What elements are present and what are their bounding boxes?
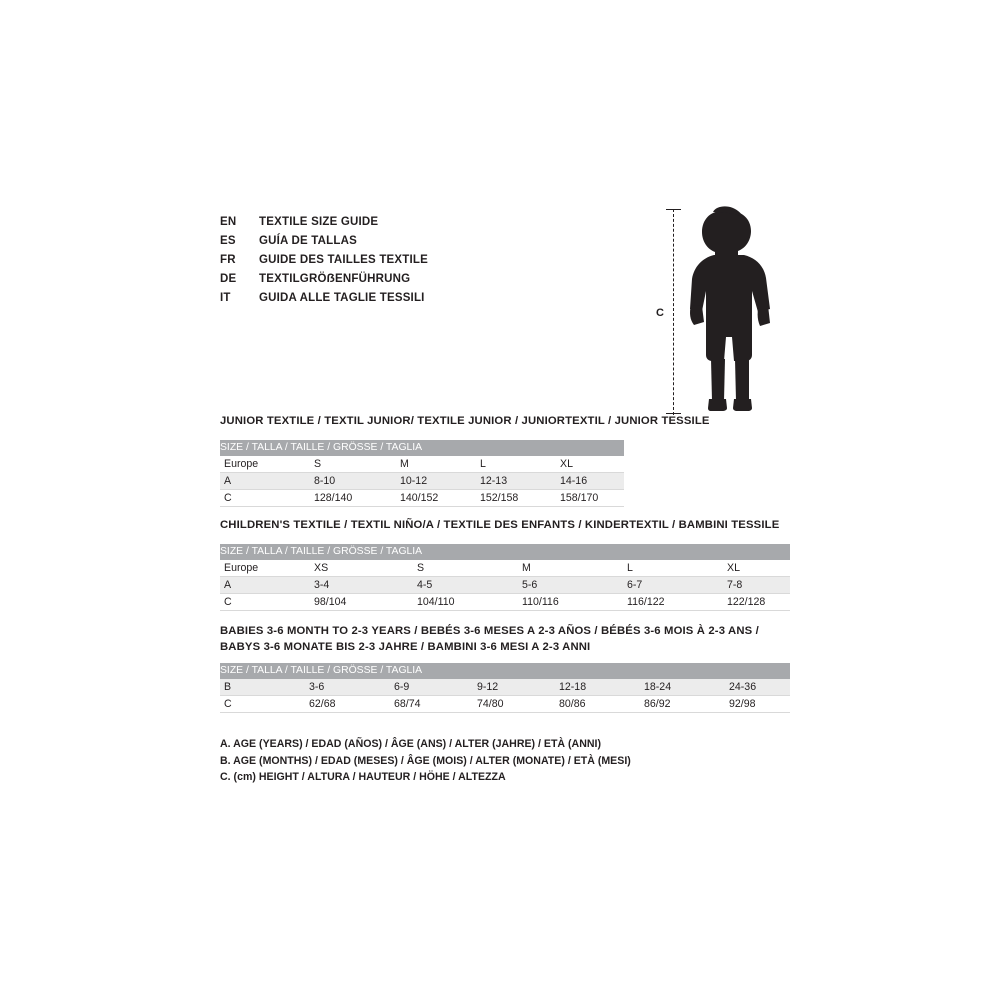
table-row bbox=[220, 473, 624, 490]
language-code: FR bbox=[220, 254, 236, 266]
cell: 12-18 bbox=[559, 679, 644, 696]
cell: 62/68 bbox=[309, 696, 394, 713]
col-header: S bbox=[417, 560, 522, 577]
cell: 4-5 bbox=[417, 577, 522, 594]
measure-dashed-line bbox=[673, 209, 674, 415]
language-title: GUIDE DES TAILLES TEXTILE bbox=[259, 254, 428, 266]
cell: 68/74 bbox=[394, 696, 477, 713]
cell: 9-12 bbox=[477, 679, 559, 696]
col-header: L bbox=[627, 560, 727, 577]
cell: 98/104 bbox=[314, 594, 417, 611]
col-header: XL bbox=[727, 560, 790, 577]
language-title: TEXTILGRÖẞENFÜHRUNG bbox=[259, 273, 411, 285]
legend-note-b: B. AGE (MONTHS) / EDAD (MESES) / ÂGE (MOIS) / ALTER (MONATE) / ETÀ (MESI) bbox=[220, 754, 631, 767]
height-figure bbox=[650, 205, 810, 420]
language-row bbox=[220, 254, 640, 273]
row-label: B bbox=[220, 679, 309, 696]
table-row bbox=[220, 577, 790, 594]
band-label: SIZE / TALLA / TAILLE / GRÖSSE / TAGLIA bbox=[220, 440, 624, 456]
cell: 152/158 bbox=[480, 490, 560, 507]
row-label: C bbox=[220, 696, 309, 713]
cell: 116/122 bbox=[627, 594, 727, 611]
cell: 7-8 bbox=[727, 577, 790, 594]
language-title: GUIDA ALLE TAGLIE TESSILI bbox=[259, 292, 425, 304]
col-header: XL bbox=[560, 456, 624, 473]
col-header: M bbox=[400, 456, 480, 473]
table-band-row bbox=[220, 544, 790, 560]
children-size-table bbox=[220, 544, 790, 611]
language-row bbox=[220, 216, 640, 235]
legend-notes bbox=[220, 736, 631, 786]
row-label: A bbox=[220, 473, 314, 490]
row-label: C bbox=[220, 490, 314, 507]
table-band-row bbox=[220, 663, 790, 679]
cell: 122/128 bbox=[727, 594, 790, 611]
cell: 3-4 bbox=[314, 577, 417, 594]
table-row bbox=[220, 490, 624, 507]
row-label: A bbox=[220, 577, 314, 594]
cell: 92/98 bbox=[729, 696, 790, 713]
legend-note-a: A. AGE (YEARS) / EDAD (AÑOS) / ÂGE (ANS) / ALTER (JAHRE) / ETÀ (ANNI) bbox=[220, 738, 601, 750]
col-header: Europe bbox=[220, 456, 314, 473]
child-silhouette-icon bbox=[680, 205, 790, 420]
cell: 18-24 bbox=[644, 679, 729, 696]
cell: 80/86 bbox=[559, 696, 644, 713]
cell: 104/110 bbox=[417, 594, 522, 611]
col-header: L bbox=[480, 456, 560, 473]
language-code: EN bbox=[220, 216, 237, 228]
cell: 140/152 bbox=[400, 490, 480, 507]
cell: 14-16 bbox=[560, 473, 624, 490]
cell: 86/92 bbox=[644, 696, 729, 713]
measure-label-c: C bbox=[656, 307, 664, 319]
language-title: GUÍA DE TALLAS bbox=[259, 235, 357, 247]
section-title-children: CHILDREN'S TEXTILE / TEXTIL NIÑO/A / TEXTILE DES ENFANTS / KINDERTEXTIL / BAMBINI TESSILE bbox=[220, 519, 780, 531]
language-title: TEXTILE SIZE GUIDE bbox=[259, 216, 379, 228]
col-header: Europe bbox=[220, 560, 314, 577]
band-label: SIZE / TALLA / TAILLE / GRÖSSE / TAGLIA bbox=[220, 663, 790, 679]
cell: 110/116 bbox=[522, 594, 627, 611]
table-band-row bbox=[220, 440, 624, 456]
babies-size-table bbox=[220, 663, 790, 713]
table-row bbox=[220, 594, 790, 611]
cell: 158/170 bbox=[560, 490, 624, 507]
cell: 12-13 bbox=[480, 473, 560, 490]
table-header-row bbox=[220, 456, 624, 473]
language-code: IT bbox=[220, 292, 231, 304]
cell: 10-12 bbox=[400, 473, 480, 490]
col-header: S bbox=[314, 456, 400, 473]
table-row bbox=[220, 679, 790, 696]
table-row bbox=[220, 696, 790, 713]
junior-size-table bbox=[220, 440, 624, 507]
language-code: ES bbox=[220, 235, 236, 247]
section-title-babies bbox=[220, 624, 759, 655]
language-row bbox=[220, 292, 640, 311]
col-header: XS bbox=[314, 560, 417, 577]
legend-note-c: C. (cm) HEIGHT / ALTURA / HAUTEUR / HÖHE / ALTEZZA bbox=[220, 771, 506, 783]
cell: 5-6 bbox=[522, 577, 627, 594]
cell: 6-9 bbox=[394, 679, 477, 696]
col-header: M bbox=[522, 560, 627, 577]
cell: 6-7 bbox=[627, 577, 727, 594]
band-label: SIZE / TALLA / TAILLE / GRÖSSE / TAGLIA bbox=[220, 544, 790, 560]
language-title-block bbox=[220, 216, 640, 311]
language-row bbox=[220, 273, 640, 292]
cell: 74/80 bbox=[477, 696, 559, 713]
table-header-row bbox=[220, 560, 790, 577]
measure-tick-bottom bbox=[666, 413, 681, 414]
section-title-junior: JUNIOR TEXTILE / TEXTIL JUNIOR/ TEXTILE JUNIOR / JUNIORTEXTIL / JUNIOR TESSILE bbox=[220, 415, 710, 427]
cell: 24-36 bbox=[729, 679, 790, 696]
row-label: C bbox=[220, 594, 314, 611]
cell: 128/140 bbox=[314, 490, 400, 507]
cell: 3-6 bbox=[309, 679, 394, 696]
language-code: DE bbox=[220, 273, 237, 285]
section-title-babies-line1: BABIES 3-6 MONTH TO 2-3 YEARS / BEBÉS 3-6 MESES A 2-3 AÑOS / BÉBÉS 3-6 MOIS À 2-3 ANS / bbox=[220, 625, 759, 637]
cell: 8-10 bbox=[314, 473, 400, 490]
language-row bbox=[220, 235, 640, 254]
section-title-babies-line2: BABYS 3-6 MONATE BIS 2-3 JAHRE / BAMBINI 3-6 MESI A 2-3 ANNI bbox=[220, 640, 591, 653]
